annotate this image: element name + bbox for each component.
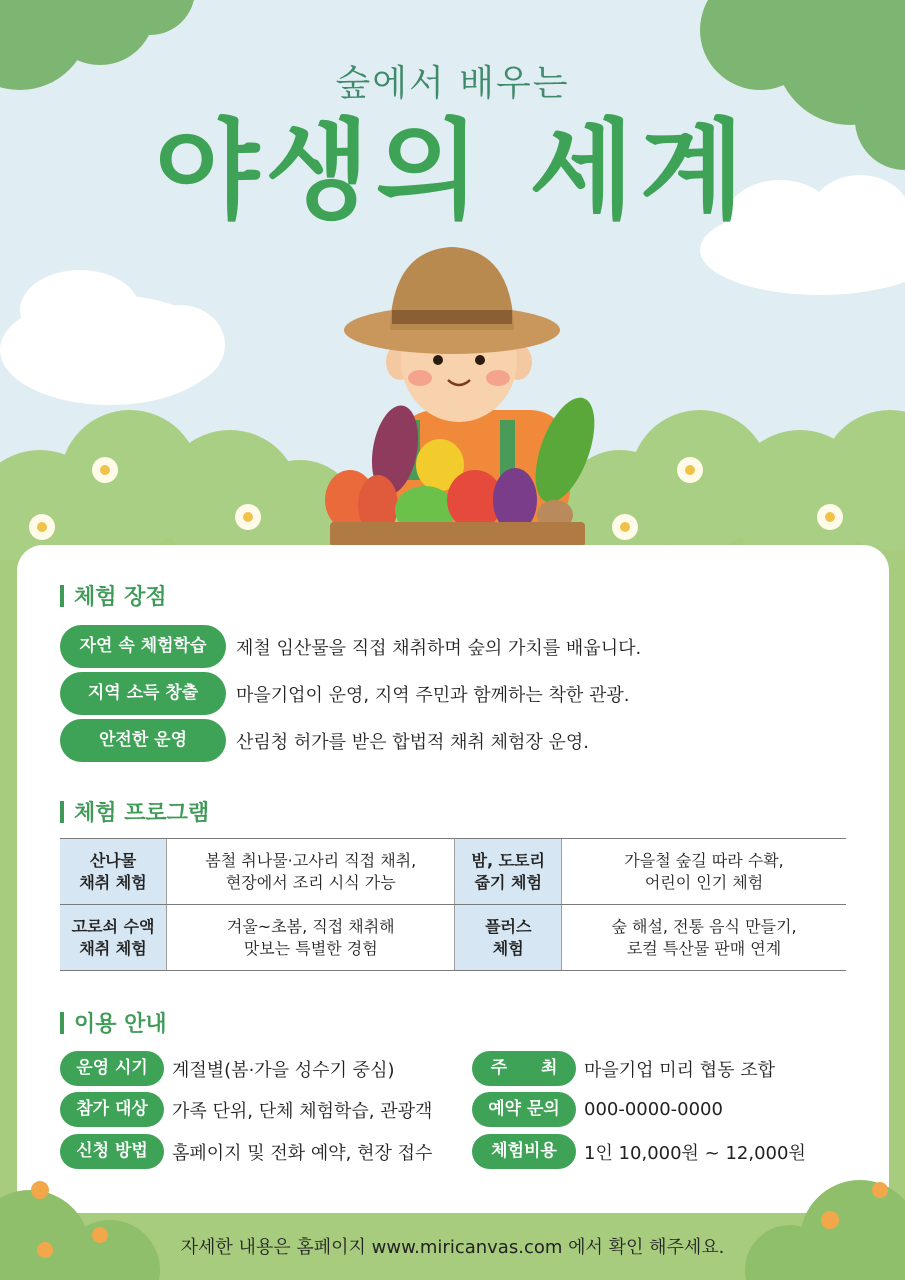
benefit-item <box>60 672 630 715</box>
guide-item <box>472 1051 775 1086</box>
program-name: 밤, 도토리 줍기 체험 <box>455 839 562 905</box>
benefit-label: 안전한 운영 <box>60 719 226 762</box>
table-row <box>60 839 846 905</box>
guide-item <box>472 1092 723 1127</box>
guide-label: 예약 문의 <box>472 1092 576 1127</box>
guide-label: 참가 대상 <box>60 1092 164 1127</box>
guide-text: 계절별(봄·가을 성수기 중심) <box>172 1059 395 1081</box>
guide-text: 홈페이지 및 전화 예약, 현장 접수 <box>172 1142 433 1164</box>
benefit-label: 자연 속 체험학습 <box>60 625 226 668</box>
programs-title-text: 체험 프로그램 <box>74 801 210 826</box>
benefit-item <box>60 625 641 668</box>
programs-section-title <box>60 796 209 827</box>
guide-text: 000-0000-0000 <box>584 1099 723 1120</box>
benefit-item <box>60 719 589 762</box>
guide-item <box>60 1092 432 1127</box>
benefits-section-title <box>60 580 167 611</box>
program-desc: 봄철 취나물·고사리 직접 채취, 현장에서 조리 시식 가능 <box>167 839 455 905</box>
benefit-text: 마을기업이 운영, 지역 주민과 함께하는 착한 관광. <box>236 684 630 706</box>
guide-label: 주 최 <box>472 1051 576 1086</box>
left-cloud <box>0 270 225 405</box>
bottom-bushes-illustration <box>0 1150 905 1280</box>
program-name: 고로쇠 수액 채취 체험 <box>60 905 167 971</box>
guide-text: 1인 10,000원 ~ 12,000원 <box>584 1142 806 1164</box>
program-desc: 겨울~초봄, 직접 채취해 맛보는 특별한 경험 <box>167 905 455 971</box>
program-name: 플러스 체험 <box>455 905 562 971</box>
benefits-title-text: 체험 장점 <box>74 585 167 610</box>
program-desc: 가을철 숲길 따라 수확, 어린이 인기 체험 <box>562 839 846 905</box>
guide-section-title <box>60 1007 167 1038</box>
program-table <box>60 838 846 971</box>
guide-label: 신청 방법 <box>60 1134 164 1169</box>
section-bar <box>60 1012 64 1034</box>
program-desc: 숲 해설, 전통 음식 만들기, 로컬 특산물 판매 연계 <box>562 905 846 971</box>
benefit-label: 지역 소득 창출 <box>60 672 226 715</box>
guide-label: 운영 시기 <box>60 1051 164 1086</box>
table-row <box>60 905 846 971</box>
guide-text: 가족 단위, 단체 체험학습, 관광객 <box>172 1100 433 1122</box>
guide-text: 마을기업 미리 협동 조합 <box>584 1059 776 1081</box>
poster-title: 야생의 세계 <box>154 109 751 234</box>
benefit-text: 산림청 허가를 받은 합법적 채취 체험장 운영. <box>236 731 590 753</box>
benefit-text: 제철 임산물을 직접 채취하며 숲의 가치를 배웁니다. <box>236 637 642 659</box>
guide-title-text: 이용 안내 <box>74 1012 167 1037</box>
guide-label: 체험비용 <box>472 1134 576 1169</box>
guide-item <box>60 1051 394 1086</box>
section-bar <box>60 585 64 607</box>
program-name: 산나물 채취 체험 <box>60 839 167 905</box>
poster-subtitle: 숲에서 배우는 <box>335 63 570 104</box>
section-bar <box>60 801 64 823</box>
footer-note: 자세한 내용은 홈페이지 www.miricanvas.com 에서 확인 해주세요. <box>180 1237 725 1258</box>
